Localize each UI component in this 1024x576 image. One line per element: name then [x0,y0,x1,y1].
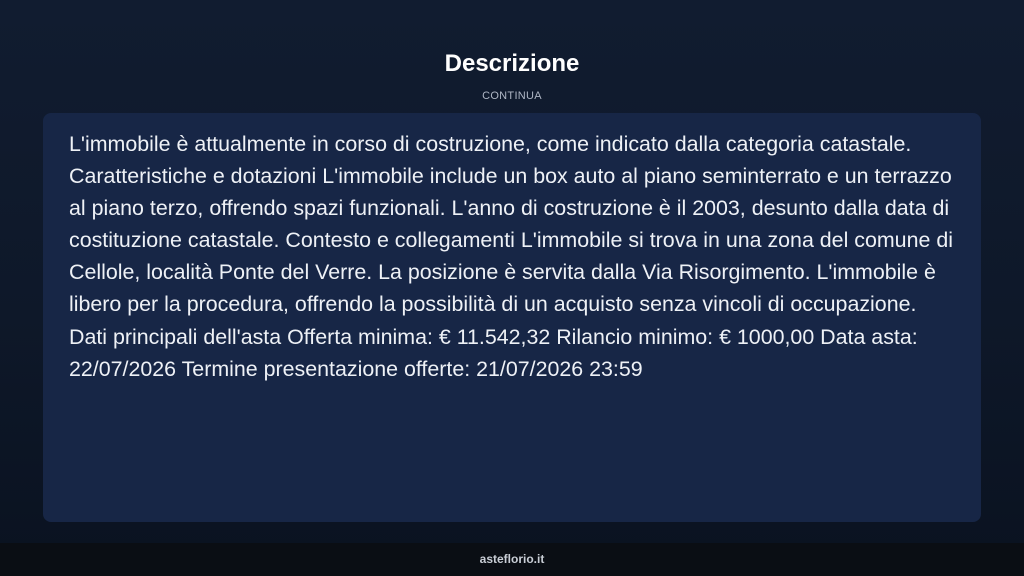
footer-brand: asteflorio.it [479,552,545,566]
description-card [43,113,981,522]
description-text: L'immobile è attualmente in corso di costruzione, come indicato dalla categoria catastale. Caratteristiche e dotazioni L'immobile include un box auto al piano seminterrato e un terrazzo al piano terzo, offrendo spazi funzionali. L'anno di costruzione è il 2003, desunto dalla data di costituzione catastale. Contesto e collegamenti L'immobile si trova in una zona del comune di Cellole, località Ponte del Verre. La posizione è servita dalla Via Risorgimento. L'immobile è libero per la procedura, offrendo la possibilità di un acquisto senza vincoli di occupazione. Dati principali dell'asta Offerta minima: € 11.542,32 Rilancio minimo: € 1000,00 Data asta: 22/07/2026 Termine presentazione offerte: 21/07/2026 23:59 [69,132,953,381]
footer-bar [0,543,1024,576]
page-title: Descrizione [444,50,580,77]
continue-label: CONTINUA [482,90,542,102]
